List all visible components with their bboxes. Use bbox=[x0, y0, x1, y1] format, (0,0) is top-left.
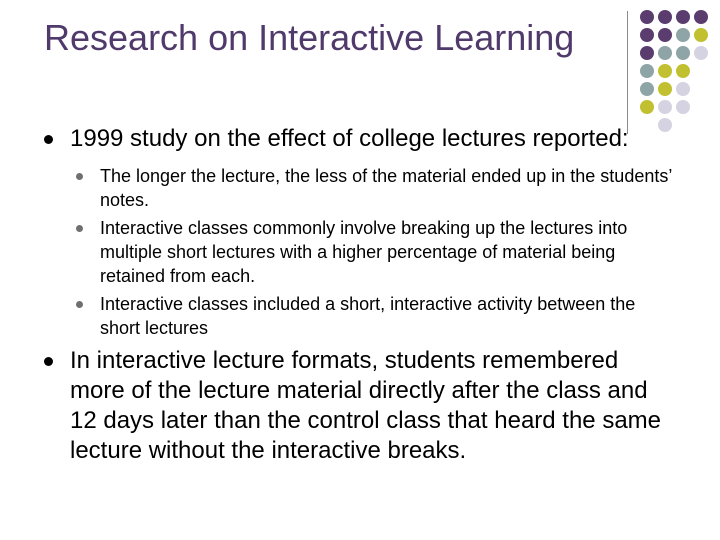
subbullet-dot-icon bbox=[76, 301, 83, 308]
subbullet-text: The longer the lecture, the less of the material ended up in the students’ notes. bbox=[100, 166, 672, 210]
bullet-dot-icon bbox=[44, 357, 53, 366]
dot-lavender bbox=[676, 82, 690, 96]
dot-gray bbox=[640, 82, 654, 96]
subbullet-text: Interactive classes included a short, interactive activity between the short lectures bbox=[100, 294, 636, 338]
dot-gray bbox=[640, 64, 654, 78]
slide-title: Research on Interactive Learning bbox=[44, 17, 575, 58]
dot-olive bbox=[676, 64, 690, 78]
dot-olive bbox=[658, 82, 672, 96]
subbullet-item bbox=[76, 164, 676, 212]
dot-lavender bbox=[694, 46, 708, 60]
bullet-text: 1999 study on the effect of college lectures reported: bbox=[70, 125, 629, 152]
bullet-dot-icon bbox=[44, 135, 53, 144]
subbullet-dot-icon bbox=[76, 225, 83, 232]
subbullet-item bbox=[76, 292, 676, 340]
dot-purple bbox=[694, 10, 708, 24]
bullet-item bbox=[44, 346, 664, 466]
dot-olive bbox=[658, 64, 672, 78]
dot-lavender bbox=[676, 100, 690, 114]
dot-olive bbox=[694, 28, 708, 42]
subbullet-item bbox=[76, 216, 676, 288]
dot-lavender bbox=[658, 100, 672, 114]
dot-purple bbox=[640, 28, 654, 42]
dot-purple bbox=[640, 10, 654, 24]
bullet-text: In interactive lecture formats, students remembered more of the lecture material directly after the class and 12 days later than the control class that heard the same lecture without the interactive breaks. bbox=[70, 347, 662, 464]
dot-gray bbox=[658, 46, 672, 60]
dot-purple bbox=[658, 10, 672, 24]
dot-gray bbox=[676, 46, 690, 60]
dot-olive bbox=[640, 100, 654, 114]
bullet-item bbox=[44, 124, 684, 154]
dot-gray bbox=[676, 28, 690, 42]
subbullet-text: Interactive classes commonly involve breaking up the lectures into multiple short lectures with a higher percentage of material being retained from each. bbox=[100, 218, 628, 286]
dot-purple bbox=[640, 46, 654, 60]
dot-purple bbox=[676, 10, 690, 24]
decorative-dot-grid bbox=[0, 0, 720, 140]
dot-purple bbox=[658, 28, 672, 42]
subbullet-dot-icon bbox=[76, 173, 83, 180]
